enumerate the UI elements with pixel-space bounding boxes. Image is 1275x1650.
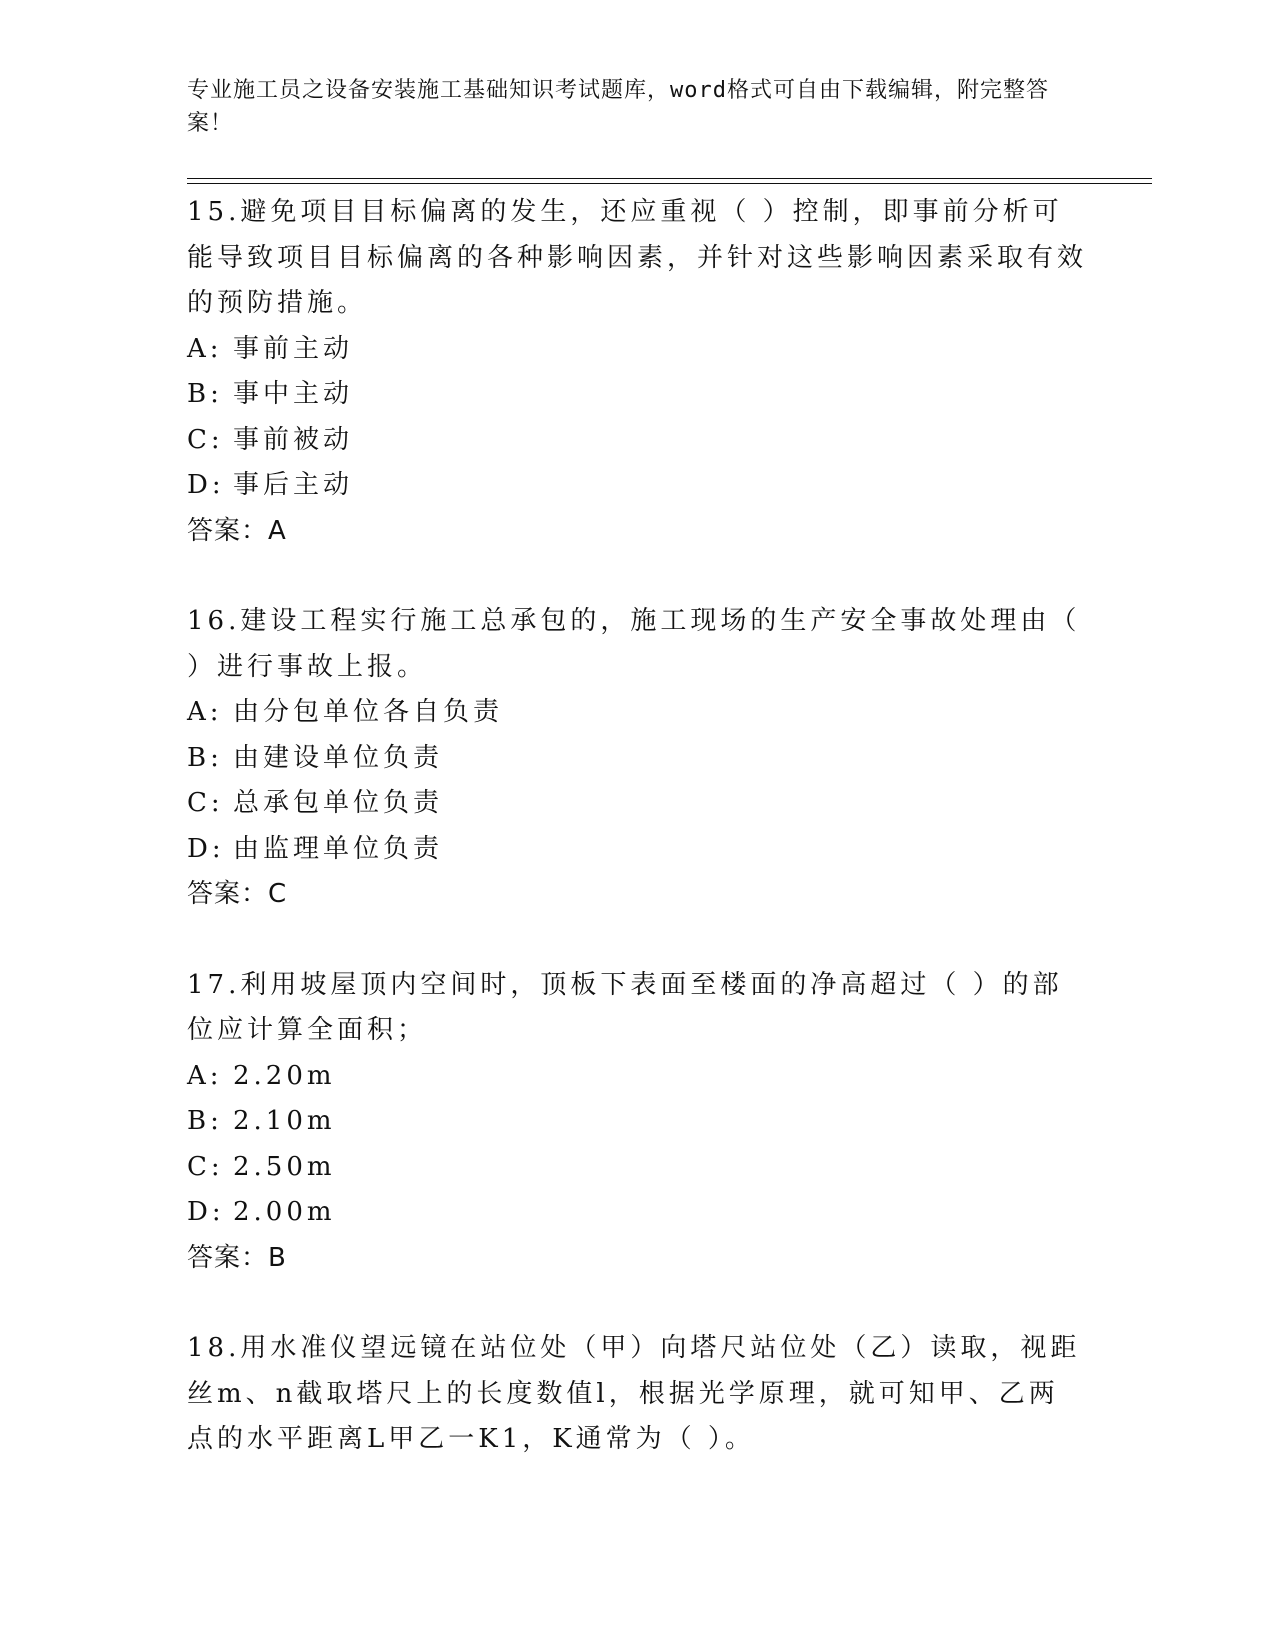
option-d <box>187 827 1087 873</box>
option-text: 2.10m <box>233 1106 336 1136</box>
question-text: 15.避免项目目标偏离的发生，还应重视（ ）控制，即事前分析可能导致项目目标偏离的各种影响因素，并针对这些影响因素采取有效的预防措施。 <box>187 197 1088 318</box>
question-text: 18.用水准仪望远镜在站位处（甲）向塔尺站位处（乙）读取，视距丝m、n截取塔尺上的长度数值l，根据光学原理，就可知甲、乙两点的水平距离L甲乙一K1，K通常为（ ）。 <box>187 1333 1081 1454</box>
option-d <box>187 1190 1087 1236</box>
option-letter: C: <box>187 424 224 455</box>
option-letter: D: <box>187 1197 225 1227</box>
question-list <box>187 188 1087 1506</box>
answer-line: 答案：A <box>187 515 287 546</box>
option-letter: B: <box>187 379 223 409</box>
option-letter: C: <box>187 1151 224 1182</box>
option-text: 总承包单位负责 <box>233 788 444 818</box>
question-text: 17.利用坡屋顶内空间时，顶板下表面至楼面的净高超过（ ）的部位应计算全面积； <box>187 969 1063 1045</box>
option-letter: B: <box>187 742 223 773</box>
answer-line: 答案：B <box>187 1242 287 1273</box>
option-text: 由监理单位负责 <box>233 833 444 864</box>
option-c <box>187 1145 1087 1191</box>
option-text: 由建设单位负责 <box>233 742 444 773</box>
option-b <box>187 736 1087 782</box>
question-18 <box>187 1324 1087 1463</box>
option-text: 2.50m <box>233 1151 336 1182</box>
option-b <box>187 1099 1087 1145</box>
answer-line: 答案：C <box>187 879 288 909</box>
option-text: 事后主动 <box>233 470 354 500</box>
option-a <box>187 1054 1087 1100</box>
option-a <box>187 690 1087 736</box>
option-text: 事中主动 <box>233 379 354 409</box>
option-letter: D: <box>187 470 225 500</box>
option-text: 由分包单位各自负责 <box>233 697 504 727</box>
option-text: 事前主动 <box>233 333 354 364</box>
option-letter: A: <box>187 697 223 727</box>
option-letter: A: <box>187 333 223 364</box>
document-header: 专业施工员之设备安装施工基础知识考试题库，word格式可自由下载编辑，附完整答案！ <box>187 78 1049 136</box>
option-d <box>187 463 1087 509</box>
question-15 <box>187 188 1087 554</box>
option-letter: C: <box>187 788 224 818</box>
option-c <box>187 781 1087 827</box>
option-letter: D: <box>187 833 225 864</box>
option-text: 事前被动 <box>233 424 354 455</box>
option-a <box>187 327 1087 373</box>
option-letter: B: <box>187 1106 223 1136</box>
header-divider-bottom <box>187 183 1152 184</box>
option-letter: A: <box>187 1060 223 1091</box>
option-c <box>187 418 1087 464</box>
question-16 <box>187 597 1087 918</box>
option-text: 2.00m <box>233 1197 336 1227</box>
question-17 <box>187 961 1087 1282</box>
header-divider-top <box>187 178 1152 179</box>
option-b <box>187 372 1087 418</box>
question-text: 16.建设工程实行施工总承包的，施工现场的生产安全事故处理由（ ）进行事故上报。 <box>187 606 1081 682</box>
option-text: 2.20m <box>233 1060 336 1091</box>
